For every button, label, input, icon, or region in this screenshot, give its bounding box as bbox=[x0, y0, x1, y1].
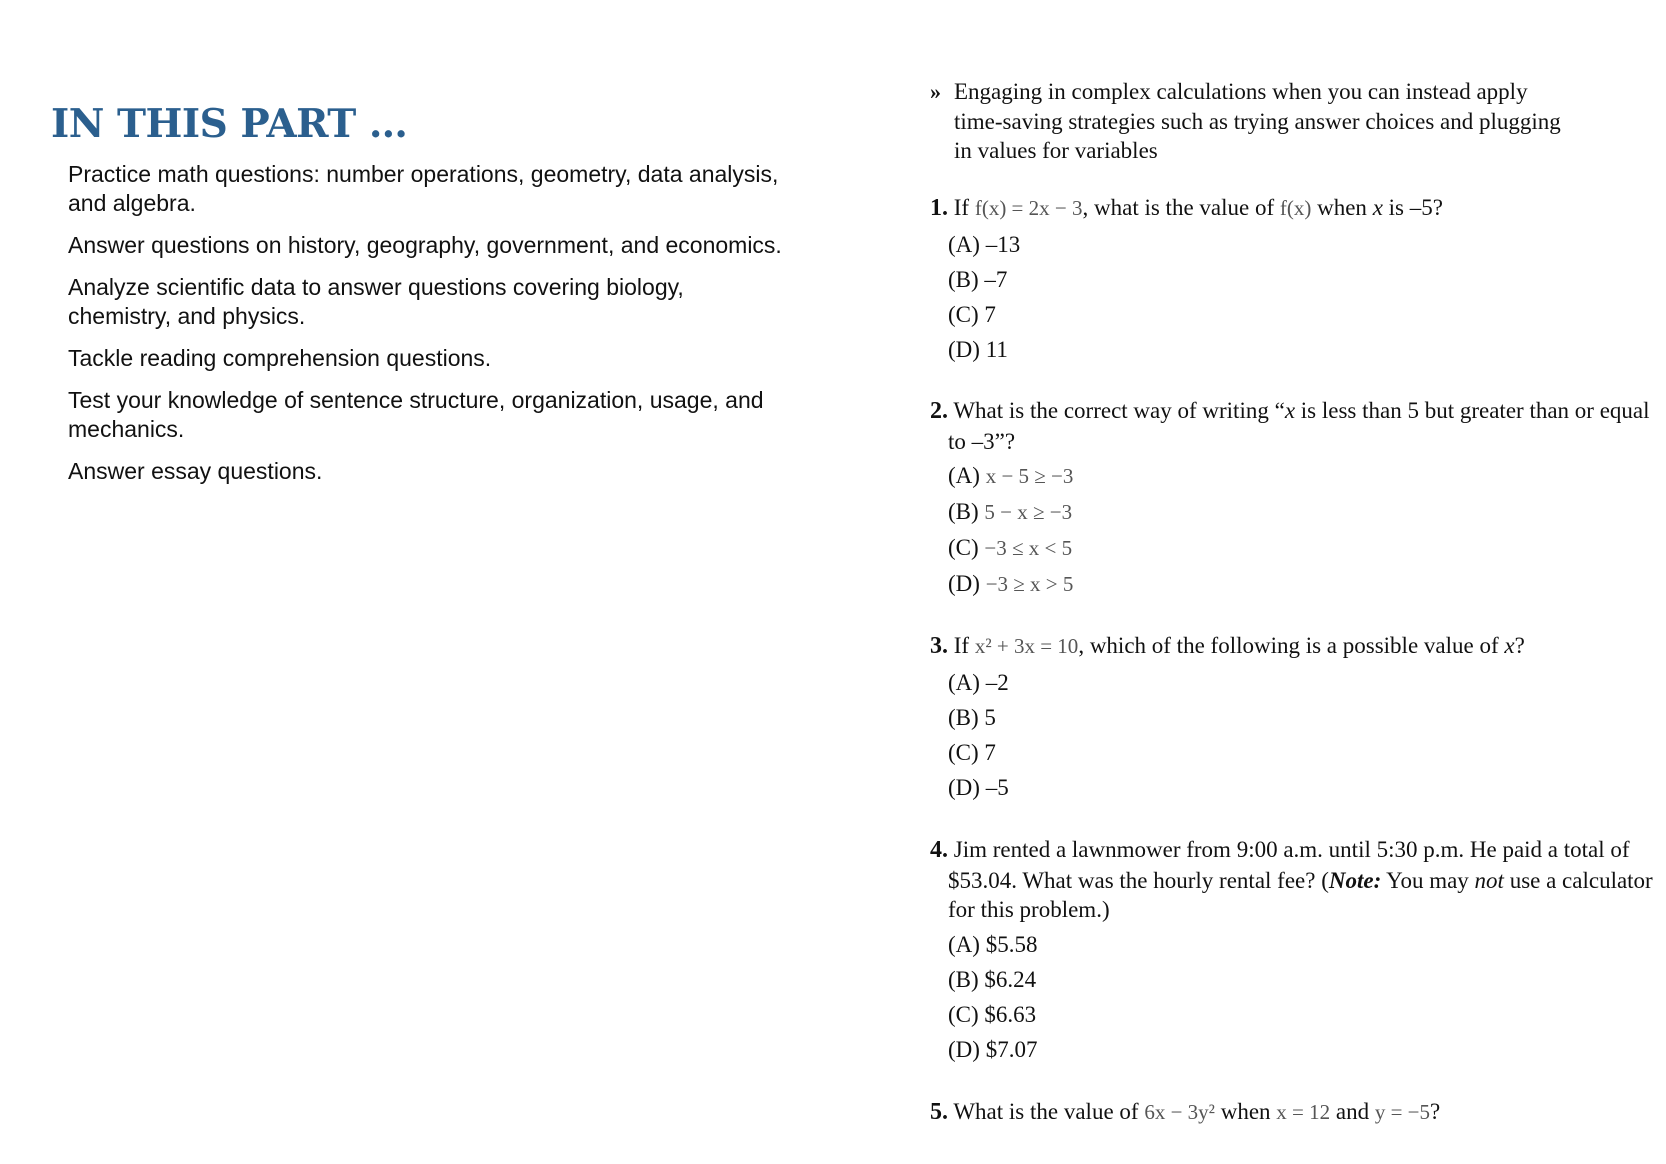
option-value: −3 ≥ x > 5 bbox=[985, 572, 1074, 596]
answer-option[interactable] bbox=[930, 700, 1660, 735]
option-value: 11 bbox=[985, 336, 1008, 362]
option-value: 5 bbox=[984, 704, 996, 730]
question-4 bbox=[930, 835, 1660, 1067]
stem-text: and bbox=[1330, 1099, 1375, 1124]
stem-text: , what is the value of bbox=[1082, 195, 1280, 220]
answer-option[interactable] bbox=[930, 297, 1660, 332]
topic-item: Practice math questions: number operations, geometry, data analysis, and algebra. bbox=[68, 161, 779, 216]
math-expression: x = 12 bbox=[1276, 1100, 1331, 1124]
topic-item: Test your knowledge of sentence structure, organization, usage, and mechanics. bbox=[68, 387, 764, 442]
question-number: 5. bbox=[930, 1099, 948, 1125]
answer-option[interactable] bbox=[930, 927, 1660, 962]
answer-option[interactable] bbox=[930, 494, 1660, 530]
option-value: –2 bbox=[985, 669, 1009, 695]
option-value: $6.24 bbox=[984, 966, 1037, 992]
option-letter: (A) bbox=[948, 931, 980, 957]
option-letter: (D) bbox=[948, 1036, 980, 1062]
option-letter: (D) bbox=[948, 571, 980, 596]
answer-option[interactable] bbox=[930, 262, 1660, 297]
question-stem bbox=[930, 1097, 1660, 1128]
variable: x bbox=[1284, 398, 1296, 423]
question-stem bbox=[930, 396, 1660, 456]
answer-option[interactable] bbox=[930, 458, 1660, 494]
strategy-bullet bbox=[930, 77, 1574, 166]
topic-item: Answer questions on history, geography, government, and economics. bbox=[68, 232, 782, 258]
option-value: 7 bbox=[984, 301, 996, 327]
option-value: −3 ≤ x < 5 bbox=[984, 536, 1073, 560]
question-3 bbox=[930, 631, 1660, 805]
option-value: –7 bbox=[984, 266, 1008, 292]
answer-option[interactable] bbox=[930, 997, 1660, 1032]
math-expression: y = −5 bbox=[1374, 1100, 1431, 1124]
math-expression: f(x) bbox=[1279, 196, 1312, 220]
option-letter: (B) bbox=[948, 499, 979, 524]
math-expression: x² + 3x = 10 bbox=[974, 634, 1079, 658]
topic-item: Answer essay questions. bbox=[68, 458, 323, 484]
option-value: –13 bbox=[985, 231, 1021, 257]
answer-option[interactable] bbox=[930, 332, 1660, 367]
variable: x bbox=[1372, 195, 1383, 220]
stem-text: when bbox=[1214, 1099, 1277, 1124]
right-column bbox=[930, 0, 1660, 1164]
answer-option[interactable] bbox=[930, 735, 1660, 770]
option-letter: (C) bbox=[948, 301, 979, 327]
answer-option[interactable] bbox=[930, 1032, 1660, 1067]
stem-text: when bbox=[1311, 195, 1373, 220]
option-value: $5.58 bbox=[985, 931, 1038, 957]
note-label: Note: bbox=[1328, 867, 1382, 893]
answer-option[interactable] bbox=[930, 770, 1660, 805]
option-value: 7 bbox=[984, 739, 996, 765]
part-topics-list bbox=[68, 160, 788, 499]
option-value: x − 5 ≥ −3 bbox=[985, 464, 1074, 488]
option-letter: (C) bbox=[948, 739, 979, 765]
stem-text: You may bbox=[1381, 867, 1475, 893]
stem-text: ? bbox=[1514, 633, 1525, 658]
option-letter: (B) bbox=[948, 966, 979, 992]
stem-text: Jim rented a lawnmower from 9:00 a.m. until 5:30 p.m. He paid a total of $53.04. What was the hourly rental fee? ( bbox=[948, 837, 1630, 893]
stem-text: If bbox=[953, 195, 975, 220]
option-value: 5 − x ≥ −3 bbox=[984, 500, 1073, 524]
question-number: 3. bbox=[930, 633, 948, 659]
stem-text: use a calculator for this problem.) bbox=[948, 867, 1653, 922]
answer-option[interactable] bbox=[930, 530, 1660, 566]
question-2 bbox=[930, 396, 1660, 602]
option-value: –5 bbox=[985, 774, 1009, 800]
emphasis-text: not bbox=[1474, 867, 1504, 893]
topic-item: Tackle reading comprehension questions. bbox=[68, 345, 492, 371]
part-heading: IN THIS PART … bbox=[51, 101, 408, 147]
option-letter: (B) bbox=[948, 704, 979, 730]
option-letter: (C) bbox=[948, 535, 979, 560]
stem-text: What is the value of bbox=[953, 1099, 1145, 1124]
variable: x bbox=[1504, 633, 1515, 658]
stem-text: , which of the following is a possible value of bbox=[1078, 633, 1505, 658]
option-letter: (A) bbox=[948, 669, 980, 695]
math-expression: f(x) = 2x − 3 bbox=[974, 196, 1083, 220]
double-chevron-right-icon: » bbox=[930, 79, 941, 104]
question-stem bbox=[930, 193, 1660, 224]
answer-option[interactable] bbox=[930, 227, 1660, 262]
bullet-text: Engaging in complex calculations when you can instead apply time-saving strategies such as trying answer choices and plugging in values for variables bbox=[954, 79, 1561, 163]
left-column bbox=[0, 0, 800, 1164]
question-number: 1. bbox=[930, 195, 948, 221]
question-number: 2. bbox=[930, 398, 948, 424]
option-letter: (C) bbox=[948, 1001, 979, 1027]
stem-text: If bbox=[953, 633, 975, 658]
stem-text: What is the correct way of writing “ bbox=[953, 398, 1285, 423]
topic-item: Analyze scientific data to answer questions covering biology, chemistry, and physics. bbox=[68, 274, 684, 329]
option-value: $7.07 bbox=[985, 1036, 1038, 1062]
question-1 bbox=[930, 193, 1660, 367]
stem-text: is less than 5 but greater than or equal to –3”? bbox=[948, 398, 1650, 454]
question-number: 4. bbox=[930, 837, 948, 863]
math-expression: 6x − 3y² bbox=[1144, 1100, 1215, 1124]
answer-option[interactable] bbox=[930, 665, 1660, 700]
question-stem bbox=[930, 835, 1660, 925]
stem-text: is –5? bbox=[1382, 195, 1443, 220]
option-letter: (D) bbox=[948, 336, 980, 362]
question-5 bbox=[930, 1097, 1660, 1128]
option-letter: (A) bbox=[948, 463, 980, 488]
option-letter: (D) bbox=[948, 774, 980, 800]
stem-text: ? bbox=[1430, 1099, 1441, 1124]
option-letter: (B) bbox=[948, 266, 979, 292]
question-stem bbox=[930, 631, 1660, 662]
option-letter: (A) bbox=[948, 231, 980, 257]
answer-option[interactable] bbox=[930, 962, 1660, 997]
option-value: $6.63 bbox=[984, 1001, 1037, 1027]
answer-option[interactable] bbox=[930, 566, 1660, 602]
